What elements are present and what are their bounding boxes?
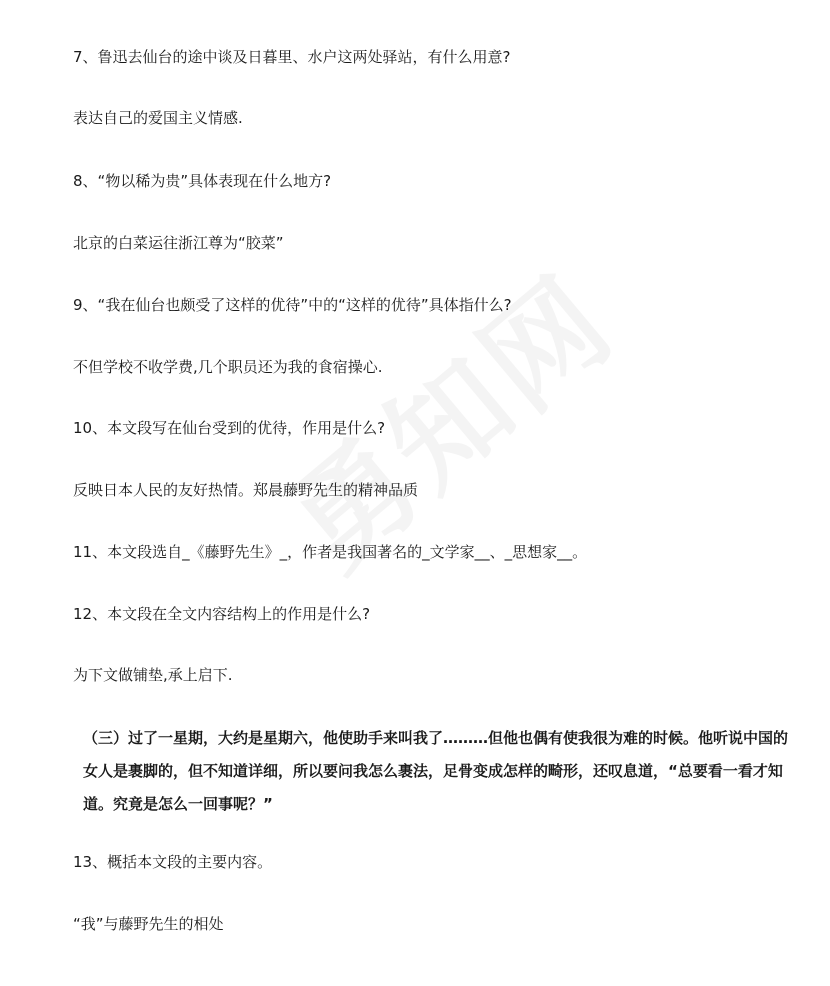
answer-12: 为下文做铺垫,承上启下. xyxy=(73,666,233,684)
question-11: 11、本文段选自_《藤野先生》_，作者是我国著名的_文学家__、_思想家__。 xyxy=(73,543,588,561)
question-8: 8、“物以稀为贵”具体表现在什么地方? xyxy=(73,172,332,190)
question-13: 13、概括本文段的主要内容。 xyxy=(73,853,273,871)
question-12: 12、本文段在全文内容结构上的作用是什么? xyxy=(73,605,371,623)
question-7: 7、鲁迅去仙台的途中谈及日暮里、水户这两处驿站，有什么用意? xyxy=(73,48,511,66)
question-10: 10、本文段写在仙台受到的优待，作用是什么? xyxy=(73,419,386,437)
passage-three: （三）过了一星期，大约是星期六，他使助手来叫我了………但他也偶有使我很为难的时候。他听说中国的女人是裹脚的，但不知道详细，所以要问我怎么裹法，足骨变成怎样的畸形，还叹息道，“总要看一看才知道。究竟是怎么一回事呢？” xyxy=(83,729,789,813)
answer-7: 表达自己的爱国主义情感. xyxy=(73,109,243,127)
answer-9: 不但学校不收学费,几个职员还为我的食宿操心. xyxy=(73,358,383,376)
answer-10: 反映日本人民的友好热情。郑晨藤野先生的精神品质 xyxy=(73,481,419,499)
question-9: 9、“我在仙台也颇受了这样的优待”中的“这样的优待”具体指什么? xyxy=(73,296,512,314)
answer-13: “我”与藤野先生的相处 xyxy=(73,915,224,933)
answer-8: 北京的白菜运往浙江尊为“胶菜” xyxy=(73,234,284,252)
